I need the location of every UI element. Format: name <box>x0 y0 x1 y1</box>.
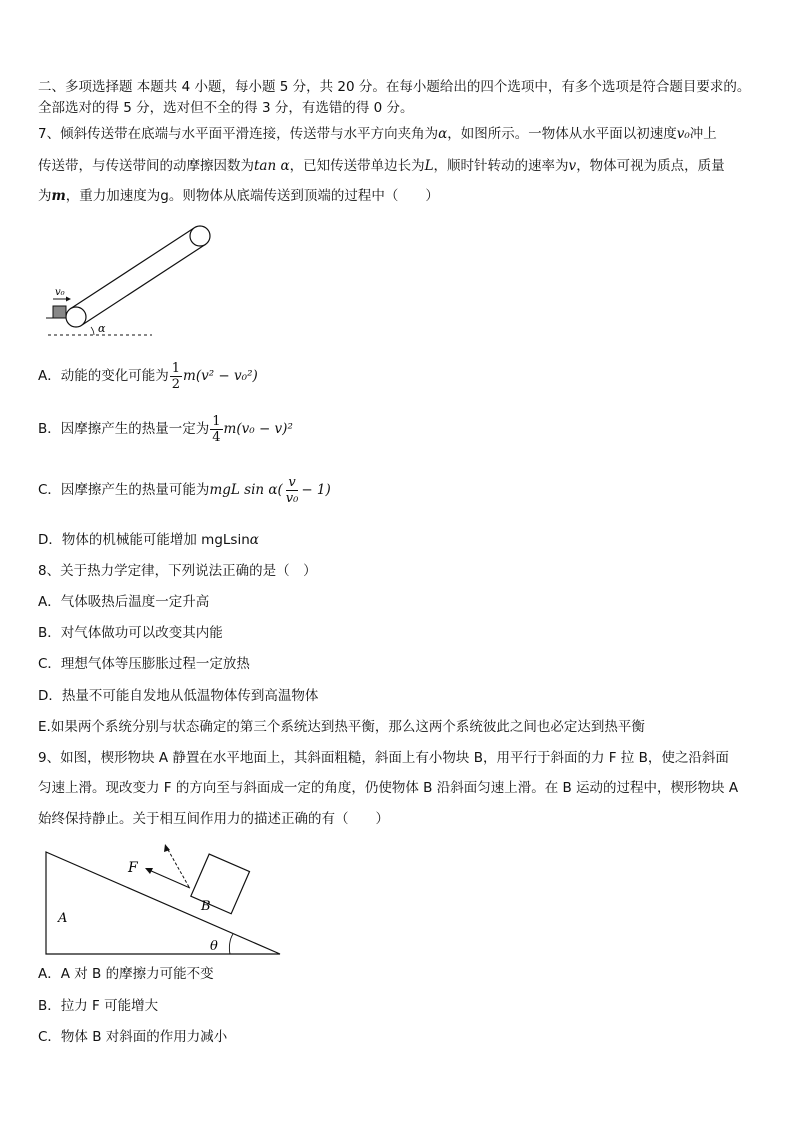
q9-option-b[interactable]: B．拉力 F 可能增大 <box>38 998 159 1014</box>
q7-text: ，重力加速度为g。则物体从底端传送到顶端的过程中（ ） <box>65 188 439 204</box>
fraction <box>210 414 222 445</box>
alpha-symbol: α <box>438 126 448 142</box>
q7-text: 冲上 <box>689 126 717 142</box>
tan-alpha: tan α <box>254 158 290 174</box>
angle-arc <box>91 327 94 335</box>
q7-text: ，物体可视为质点，质量 <box>576 158 725 174</box>
alpha-label: α <box>98 322 106 335</box>
v0-symbol: v₀ <box>676 126 690 142</box>
numerator: v <box>288 474 296 490</box>
wedge-figure <box>40 838 290 960</box>
option-expression: − 1) <box>301 482 331 498</box>
q7-stem-line2 <box>38 156 725 176</box>
q7-text: 7、倾斜传送带在底端与水平面平滑连接，传送带与水平方向夹角为 <box>38 126 439 142</box>
q9-option-c[interactable]: C．物体 B 对斜面的作用力减小 <box>38 1029 228 1045</box>
force-label: F <box>128 860 138 876</box>
numerator: 1 <box>171 360 181 376</box>
denominator: 4 <box>212 429 221 445</box>
q7-option-b[interactable] <box>38 411 293 447</box>
q7-option-a[interactable] <box>38 358 258 394</box>
q7-option-d[interactable] <box>38 530 259 550</box>
fraction <box>170 361 182 392</box>
option-text: D．物体的机械能可能增加 mgLsin <box>38 532 250 548</box>
q7-text: 为 <box>38 188 52 204</box>
section-heading: 二、多项选择题 本题共 4 小题，每小题 5 分，共 20 分。在每小题给出的四个选项中，有多个选项是符合题目要求的。 <box>38 79 751 95</box>
option-text: C．因摩擦产生的热量可能为 <box>38 482 210 498</box>
numerator: 1 <box>212 413 221 429</box>
v-symbol: v <box>568 158 577 174</box>
q7-text: ，顺时针转动的速率为 <box>433 158 569 174</box>
q7-text: ，如图所示。一物体从水平面以初速度 <box>447 126 677 142</box>
q9-stem-line3: 始终保持静止。关于相互间作用力的描述正确的有（ ） <box>38 811 389 827</box>
option-text: A．动能的变化可能为 <box>38 368 169 384</box>
bottom-pulley <box>66 307 86 327</box>
denominator: 2 <box>171 376 181 392</box>
q8-option-a[interactable]: A．气体吸热后温度一定升高 <box>38 594 210 610</box>
wedge-a-label: A <box>58 911 68 926</box>
block-b <box>191 854 250 914</box>
conveyor-belt-figure <box>40 222 230 342</box>
section-scoring: 全部选对的得 5 分，选对但不全的得 3 分，有选错的得 0 分。 <box>38 100 414 116</box>
q8-option-b[interactable]: B．对气体做功可以改变其内能 <box>38 625 223 641</box>
q7-option-c[interactable] <box>38 472 331 508</box>
q7-text: 传送带，与传送带间的动摩擦因数为 <box>38 158 254 174</box>
option-expression: m(v₀ − v)² <box>223 421 293 437</box>
q9-option-a[interactable]: A．A 对 B 的摩擦力可能不变 <box>38 966 214 982</box>
belt-edge <box>70 228 194 309</box>
q8-option-e[interactable]: E.如果两个系统分别与状态确定的第三个系统达到热平衡，那么这两个系统彼此之间也必定达到热平衡 <box>38 719 645 735</box>
m-symbol: m <box>51 188 66 204</box>
q7-text: ，已知传送带单边长为 <box>289 158 425 174</box>
L-symbol: L <box>424 158 434 174</box>
block-b-label: B <box>201 899 211 914</box>
v0-label: v₀ <box>55 287 65 298</box>
q8-stem: 8、关于热力学定律，下列说法正确的是（ ） <box>38 563 317 579</box>
theta-label: θ <box>210 939 218 954</box>
option-text: B．因摩擦产生的热量一定为 <box>38 421 210 437</box>
force-arrow <box>149 870 190 888</box>
block <box>53 306 66 318</box>
q7-stem-line3 <box>38 186 439 206</box>
q8-option-d[interactable]: D．热量不可能自发地从低温物体传到高温物体 <box>38 688 319 704</box>
q9-stem-line2: 匀速上滑。现改变力 F 的方向至与斜面成一定的角度，仍使物体 B 沿斜面匀速上滑。在 B 运动的过程中，楔形物块 A <box>38 780 739 796</box>
top-pulley <box>190 226 210 246</box>
q9-stem-line1: 9、如图，楔形物块 A 静置在水平地面上，其斜面粗糙，斜面上有小物块 B，用平行于斜面的力 F 拉 B，使之沿斜面 <box>38 750 729 766</box>
alpha-symbol: α <box>249 532 259 548</box>
option-expression: m(v² − v₀²) <box>183 368 258 384</box>
denominator: v₀ <box>285 490 299 506</box>
q8-option-c[interactable]: C．理想气体等压膨胀过程一定放热 <box>38 656 250 672</box>
q7-stem-line1 <box>38 124 717 144</box>
option-expression: mgL sin α( <box>209 482 283 498</box>
belt-edge <box>82 244 206 325</box>
dashed-force-arrow <box>167 848 189 887</box>
fraction <box>284 475 301 506</box>
wedge-a <box>46 852 280 954</box>
arrow-head <box>66 297 71 302</box>
